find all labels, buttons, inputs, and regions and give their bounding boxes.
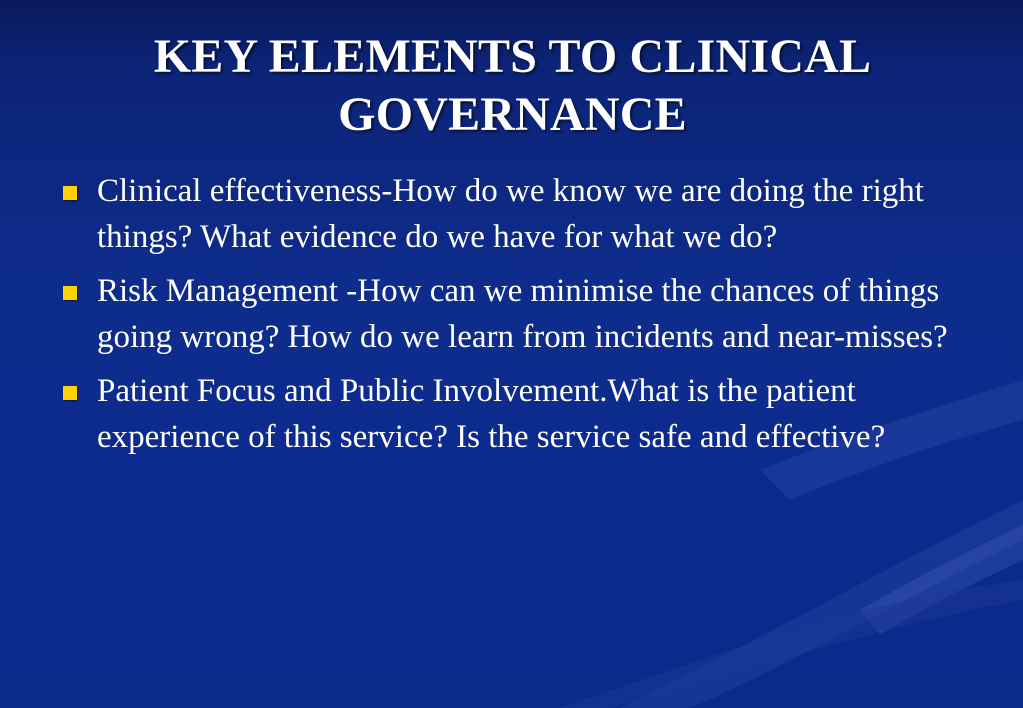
square-bullet-icon (63, 186, 77, 200)
square-bullet-icon (63, 286, 77, 300)
square-bullet-icon (63, 386, 77, 400)
bullet-item-risk-management (60, 268, 965, 360)
bullet-item-clinical-effectiveness (60, 168, 965, 260)
bullet-list (60, 168, 965, 468)
bullet-text: Risk Management -How can we minimise the chances of things going wrong? How do we learn from incidents and near-misses? (97, 273, 948, 355)
slide-title: KEY ELEMENTS TO CLINICAL GOVERNANCE (153, 30, 872, 141)
bullet-text: Patient Focus and Public Involvement.What is the patient experience of this service? Is the service safe and effective? (97, 373, 886, 455)
bullet-item-patient-focus (60, 368, 965, 460)
bullet-text: Clinical effectiveness-How do we know we are doing the right things? What evidence do we have for what we do? (97, 173, 924, 255)
